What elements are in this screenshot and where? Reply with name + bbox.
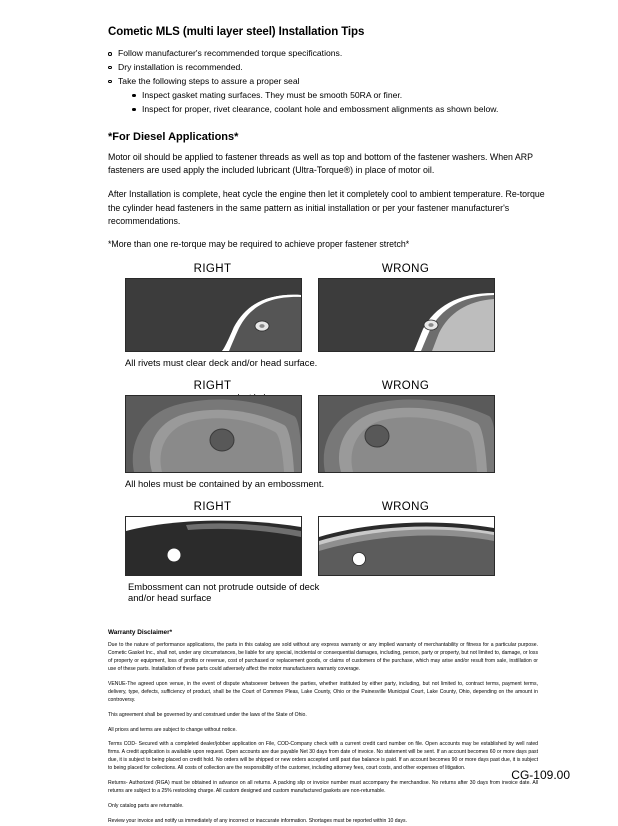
figure-wrong-rivets bbox=[318, 263, 493, 352]
warranty-paragraph: VENUE-The agreed upon venue, in the event of dispute whatsoever between the parties, whether instituted by either party, including, but not limited to, contract terms, payment terms, delivery, type, defects, sufficiency of product, shall be the Court of Common Pleas, Lake County, Ohio or the Painesville Municipal Court, Lake County, Ohio, depending on the amount in controversy. bbox=[108, 680, 538, 703]
diesel-heading: *For Diesel Applications* bbox=[108, 130, 239, 143]
warranty-paragraph: Only catalog parts are returnable. bbox=[108, 802, 184, 809]
figure-label-wrong: WRONG bbox=[381, 263, 430, 276]
rivet-right-diagram bbox=[126, 279, 301, 351]
list-item bbox=[108, 75, 576, 117]
figure-caption-embossment: All holes must be contained by an embossment. bbox=[125, 478, 325, 490]
warranty-paragraph: Returns- Authorized (RGA) must be obtained in advance on all returns. A packing slip or invoice number must accompany the merchandise. No returns after 30 days from invoice date. All returns are subject to a 25% restocking charge. All custom designed and custom manufactured gaskets are non-returnable. bbox=[108, 779, 538, 794]
figure-caption-rivets: All rivets must clear deck and/or head surface. bbox=[125, 357, 318, 369]
figures bbox=[42, 263, 576, 603]
tips-list bbox=[42, 47, 576, 117]
figure-row-embossment-wrap bbox=[42, 380, 576, 489]
warranty-section bbox=[108, 629, 538, 825]
figure-label-right: RIGHT bbox=[193, 263, 232, 276]
figure-image-wrong-rivets bbox=[318, 278, 495, 352]
diesel-paragraph-2: After Installation is complete, heat cycle the engine then let it completely cool to ambient temperature. Re-torque the cylinder head fasteners in the same pattern as initial installation or per your fastener manufacturer's recommendations. bbox=[108, 189, 545, 227]
warranty-paragraph: This agreement shall be governed by and construed under the laws of the State of Ohio. bbox=[108, 711, 307, 718]
warranty-paragraph: All prices and terms are subject to change without notice. bbox=[108, 726, 237, 733]
warranty-paragraph: Terms COD- Secured with a completed dealer/jobber application on File, COD-Company check with a current credit card number on file. Open accounts may be established by well rated firms. A credit application is available upon request. Open accounts are due payable Net 30 days from date of invoice. No statement will be sent. If an account becomes 60 or more days past due, it is subject to being placed on credit hold. No orders will be shipped or new orders accepted until past due balance is paid. If an account becomes 90 or more days past due, it is subject to being placed for collections. All costs of collection are the responsibility of the customer, including attorney fees, court costs, and other expenses of litigation. bbox=[108, 741, 538, 772]
document-number: CG-109.00 bbox=[511, 768, 570, 782]
list-item-label: Take the following steps to assure a proper seal bbox=[118, 75, 300, 86]
warranty-heading: Warranty Disclaimer* bbox=[108, 629, 173, 637]
figure-row-protrusion bbox=[42, 501, 576, 576]
caption-wrap-protrusion bbox=[122, 581, 496, 603]
figure-right-protrusion bbox=[125, 501, 300, 576]
figure-wrong-embossment bbox=[318, 380, 493, 473]
list-item: Follow manufacturer's recommended torque specifications. bbox=[108, 47, 576, 61]
embossment-right-diagram bbox=[126, 396, 301, 472]
figure-label-right: RIGHT bbox=[193, 380, 232, 393]
figure-image-wrong-embossment bbox=[318, 395, 495, 473]
figure-right-rivets bbox=[125, 263, 300, 352]
retorque-note: *More than one re-torque may be required to achieve proper fastener stretch* bbox=[108, 239, 410, 250]
list-item: Dry installation is recommended. bbox=[108, 61, 576, 75]
protrusion-right-diagram bbox=[126, 517, 301, 575]
list-item: Inspect for proper, rivet clearance, coolant hole and embossment alignments as shown below. bbox=[132, 103, 576, 117]
protrusion-wrong-diagram bbox=[319, 517, 494, 575]
diesel-paragraph-1: Motor oil should be applied to fastener threads as well as top and bottom of the fastener washers. When ARP fasteners are used apply the included lubricant (Ultra-Torque®) in place of motor oil. bbox=[108, 151, 533, 175]
figure-image-right-embossment bbox=[125, 395, 302, 473]
figure-label-right: RIGHT bbox=[193, 501, 232, 514]
figure-caption-protrusion-line2: and/or head surface bbox=[128, 592, 212, 604]
figure-row-rivets bbox=[42, 263, 576, 352]
tips-sublist bbox=[118, 89, 576, 117]
figure-label-wrong: WRONG bbox=[381, 501, 430, 514]
list-item: Inspect gasket mating surfaces. They must be smooth 50RA or finer. bbox=[132, 89, 576, 103]
rivet-wrong-diagram bbox=[319, 279, 494, 351]
figure-image-right-protrusion bbox=[125, 516, 302, 576]
figure-image-wrong-protrusion bbox=[318, 516, 495, 576]
page-title: Cometic MLS (multi layer steel) Installation Tips bbox=[108, 26, 365, 38]
warranty-paragraph: Review your invoice and notify us immediately of any incorrect or inaccurate information. Shortages must be reported within 10 days. bbox=[108, 817, 407, 824]
warranty-paragraph: Due to the nature of performance applications, the parts in this catalog are sold without any express warranty or any implied warranty of merchantability or fitness for a particular purpose. Cometic Gasket Inc., shall not, under any circumstances, be liable for any special, incidental or consequential damages, including, person, party or property, but not limited to, damage, or loss of property or equipment, loss of profits or revenue, cost of purchased or replacement goods, or claims of customers of the purchase, which may arise and/or result from sale, instillation or use of these parts. Installation of these parts could adversely affect the motor manufacturers warranty coverage. bbox=[108, 642, 538, 673]
figure-image-right-rivets bbox=[125, 278, 302, 352]
figure-label-wrong: WRONG bbox=[381, 380, 430, 393]
figure-wrong-protrusion bbox=[318, 501, 493, 576]
caption-wrap-embossment bbox=[125, 478, 493, 489]
caption-wrap-rivets bbox=[125, 357, 493, 368]
figure-caption-protrusion-line1: Embossment can not protrude outside of deck bbox=[128, 581, 320, 593]
embossment-wrong-diagram bbox=[319, 396, 494, 472]
